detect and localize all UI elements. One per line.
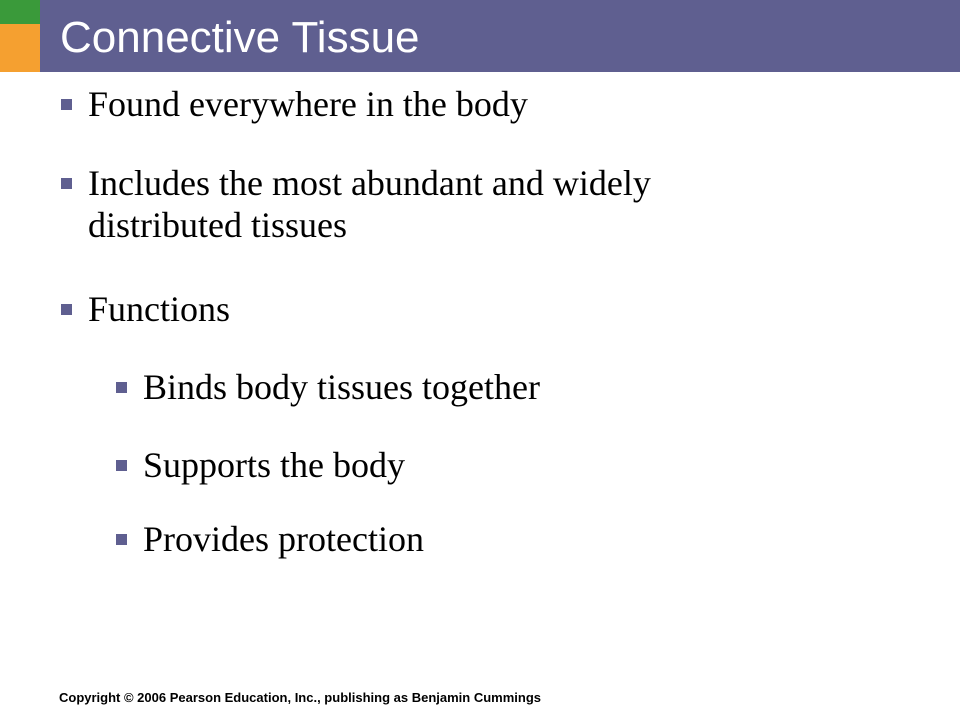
square-bullet-icon bbox=[61, 178, 72, 189]
bullet-item bbox=[143, 366, 933, 408]
bullet-item bbox=[88, 288, 928, 330]
slide-title: Connective Tissue bbox=[60, 13, 420, 62]
square-bullet-icon bbox=[116, 460, 127, 471]
square-bullet-icon bbox=[61, 99, 72, 110]
copyright-notice: Copyright © 2006 Pearson Education, Inc., publishing as Benjamin Cummings bbox=[59, 690, 541, 705]
bullet-text: Includes the most abundant and widely distributed tissues bbox=[88, 163, 651, 245]
bullet-text: Functions bbox=[88, 289, 231, 329]
square-bullet-icon bbox=[61, 304, 72, 315]
bullet-text: Supports the body bbox=[143, 445, 406, 485]
bullet-text: Provides protection bbox=[143, 519, 424, 559]
bullet-item bbox=[143, 518, 933, 560]
bullet-text: Binds body tissues together bbox=[143, 367, 540, 407]
square-bullet-icon bbox=[116, 382, 127, 393]
bullet-item bbox=[143, 444, 933, 486]
square-bullet-icon bbox=[116, 534, 127, 545]
bullet-item bbox=[88, 83, 928, 125]
bullet-text: Found everywhere in the body bbox=[88, 84, 528, 124]
bullet-item bbox=[88, 162, 768, 246]
